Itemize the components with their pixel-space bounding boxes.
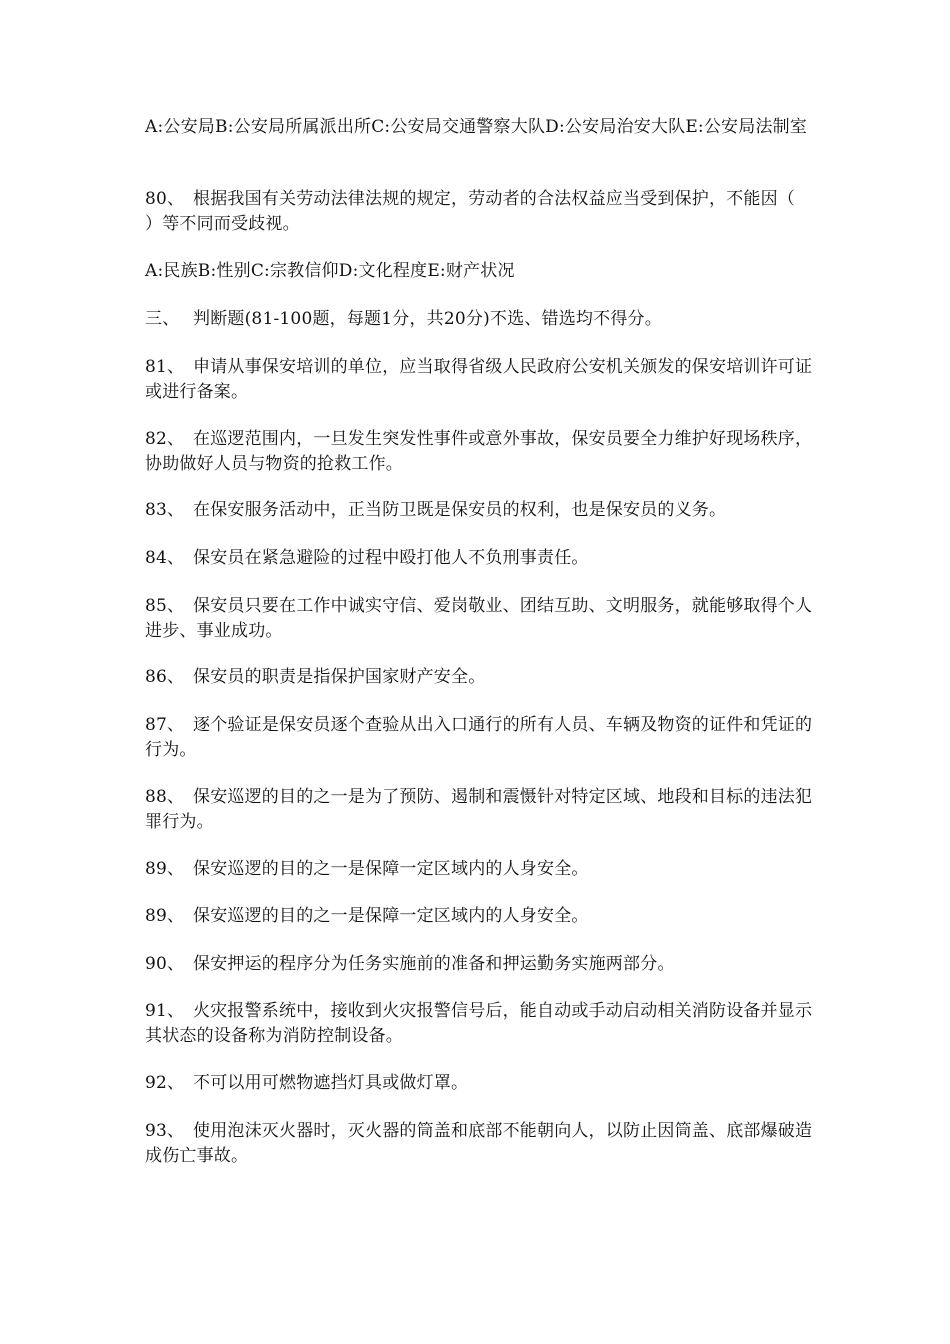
question-number: 84、 — [145, 548, 185, 568]
question-85 — [145, 594, 813, 644]
question-number: 89、 — [145, 906, 185, 926]
question-text: 申请从事保安培训的单位，应当取得省级人民政府公安机关颁发的保安培训许可证或进行备案。 — [145, 357, 813, 402]
question-88 — [145, 785, 813, 835]
question-92 — [145, 1071, 813, 1096]
question-number: 86、 — [145, 667, 185, 687]
question-text: 火灾报警系统中，接收到火灾报警信号后，能自动或手动启动相关消防设备并显示其状态的设备称为消防控制设备。 — [145, 1001, 813, 1046]
question-number: 93、 — [145, 1121, 185, 1141]
question-number: 81、 — [145, 357, 185, 377]
question-number: 82、 — [145, 429, 185, 449]
paragraph-text: A:民族B:性别C:宗教信仰D:文化程度E:财产状况 — [145, 261, 515, 281]
question-80 — [145, 187, 847, 237]
paragraph-text: A:公安局B:公安局所属派出所C:公安局交通警察大队D:公安局治安大队E:公安局法制室 — [145, 117, 808, 137]
question-82 — [145, 427, 813, 477]
question-number: 83、 — [145, 500, 185, 520]
question-text: 不可以用可燃物遮挡灯具或做灯罩。 — [193, 1073, 469, 1093]
question-text: 保安巡逻的目的之一是保障一定区域内的人身安全。 — [193, 859, 589, 879]
question-90 — [145, 952, 813, 977]
question-text: 保安员的职责是指保护国家财产安全。 — [193, 667, 486, 687]
question-number: 85、 — [145, 596, 185, 616]
answer-options-79 — [145, 115, 813, 140]
question-number: 90、 — [145, 954, 185, 974]
question-text: 逐个验证是保安员逐个查验从出入口通行的所有人员、车辆及物资的证件和凭证的行为。 — [145, 715, 813, 760]
question-text: 保安员在紧急避险的过程中殴打他人不负刑事责任。 — [193, 548, 589, 568]
question-91 — [145, 999, 813, 1049]
question-text: 保安员只要在工作中诚实守信、爱岗敬业、团结互助、文明服务，就能够取得个人进步、事业成功。 — [145, 596, 813, 641]
question-text: 在巡逻范围内，一旦发生突发性事件或意外事故，保安员要全力维护好现场秩序，协助做好人员与物资的抢救工作。 — [145, 429, 813, 474]
question-87 — [145, 713, 813, 763]
question-number: 87、 — [145, 715, 185, 735]
question-number: 80、 — [145, 189, 185, 209]
question-84 — [145, 546, 813, 571]
question-text: 根据我国有关劳动法律法规的规定，劳动者的合法权益应当受到保护，不能因（ ）等不同而受歧视。 — [145, 189, 847, 234]
question-text: 保安巡逻的目的之一是为了预防、遏制和震慑针对特定区域、地段和目标的违法犯罪行为。 — [145, 787, 813, 832]
question-89 — [145, 857, 813, 882]
question-text: 在保安服务活动中，正当防卫既是保安员的权利，也是保安员的义务。 — [193, 500, 727, 520]
question-number: 92、 — [145, 1073, 185, 1093]
question-text: 使用泡沫灭火器时，灭火器的筒盖和底部不能朝向人，以防止因筒盖、底部爆破造成伤亡事故。 — [145, 1121, 813, 1166]
question-83 — [145, 498, 813, 523]
section-number: 三、 — [145, 309, 180, 329]
question-89-duplicate — [145, 904, 813, 929]
section-heading — [145, 307, 813, 332]
section-title: 判断题(81-100题，每题1分，共20分)不选、错选均不得分。 — [193, 309, 662, 329]
question-number: 89、 — [145, 859, 185, 879]
question-text: 保安巡逻的目的之一是保障一定区域内的人身安全。 — [193, 906, 589, 926]
question-86 — [145, 665, 813, 690]
answer-options-80 — [145, 259, 813, 284]
question-number: 91、 — [145, 1001, 185, 1021]
question-93 — [145, 1119, 813, 1169]
question-81 — [145, 355, 813, 405]
question-number: 88、 — [145, 787, 185, 807]
question-text: 保安押运的程序分为任务实施前的准备和押运勤务实施两部分。 — [193, 954, 675, 974]
